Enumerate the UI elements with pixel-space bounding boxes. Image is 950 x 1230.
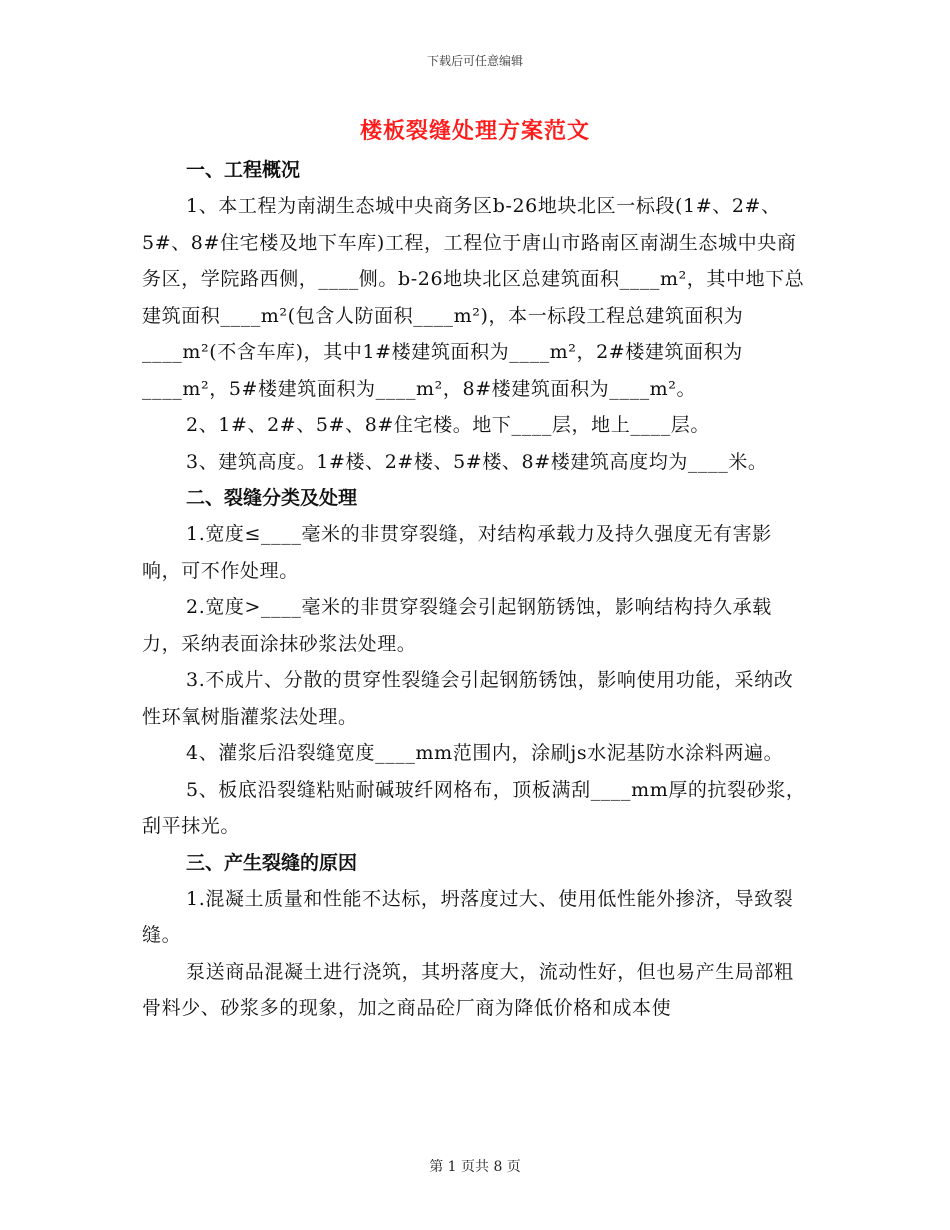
paragraph: 泵送商品混凝土进行浇筑，其坍落度大，流动性好，但也易产生局部粗骨料少、砂浆多的现象，加之商品砼厂商为降低价格和成本使 <box>142 960 794 1019</box>
paragraph: 5、板底沿裂缝粘贴耐碱玻纤网格布，顶板满刮____mm厚的抗裂砂浆，刮平抹光。 <box>142 778 806 837</box>
paragraph: 3、建筑高度。1#楼、2#楼、5#楼、8#楼建筑高度均为____米。 <box>186 450 768 473</box>
document-body <box>142 152 810 1027</box>
paragraph: 2.宽度>____毫米的非贯穿裂缝会引起钢筋锈蚀，影响结构持久承载力，采纳表面涂抹砂浆法处理。 <box>142 596 772 655</box>
page-header: 下载后可任意编辑 <box>426 54 523 68</box>
page-footer: 第 1 页共 8 页 <box>429 1159 521 1175</box>
paragraph: 1、本工程为南湖生态城中央商务区b-26地块北区一标段(1#、2#、5#、8#住宅楼及地下车库)工程，工程位于唐山市路南区南湖生态城中央商务区，学院路西侧，____侧。b-26地块北区总建筑面积____m²，其中地下总建筑面积____m²(包含人防面积____m²)，本一标段工程总建筑面积为____m²(不含车库)，其中1#楼建筑面积为____m²，2#楼建筑面积为____m²，5#楼建筑面积为____m²，8#楼建筑面积为____m²。 <box>142 195 805 400</box>
section-heading: 一、工程概况 <box>186 159 301 181</box>
paragraph: 3.不成片、分散的贯穿性裂缝会引起钢筋锈蚀，影响使用功能，采纳改性环氧树脂灌浆法处理。 <box>142 669 794 728</box>
paragraph: 2、1#、2#、5#、8#住宅楼。地下____层，地上____层。 <box>186 414 710 436</box>
paragraph: 1.宽度≤____毫米的非贯穿裂缝，对结构承载力及持久强度无有害影响，可不作处理。 <box>142 523 772 582</box>
paragraph: 1.混凝土质量和性能不达标，坍落度过大、使用低性能外掺济，导致裂缝。 <box>142 887 794 946</box>
document-title: 楼板裂缝处理方案范文 <box>359 118 590 144</box>
section-heading: 三、产生裂缝的原因 <box>186 851 358 874</box>
section-heading: 二、裂缝分类及处理 <box>186 487 358 509</box>
paragraph: 4、灌浆后沿裂缝宽度____mm范围内，涂刷js水泥基防水涂料两遍。 <box>186 742 784 764</box>
